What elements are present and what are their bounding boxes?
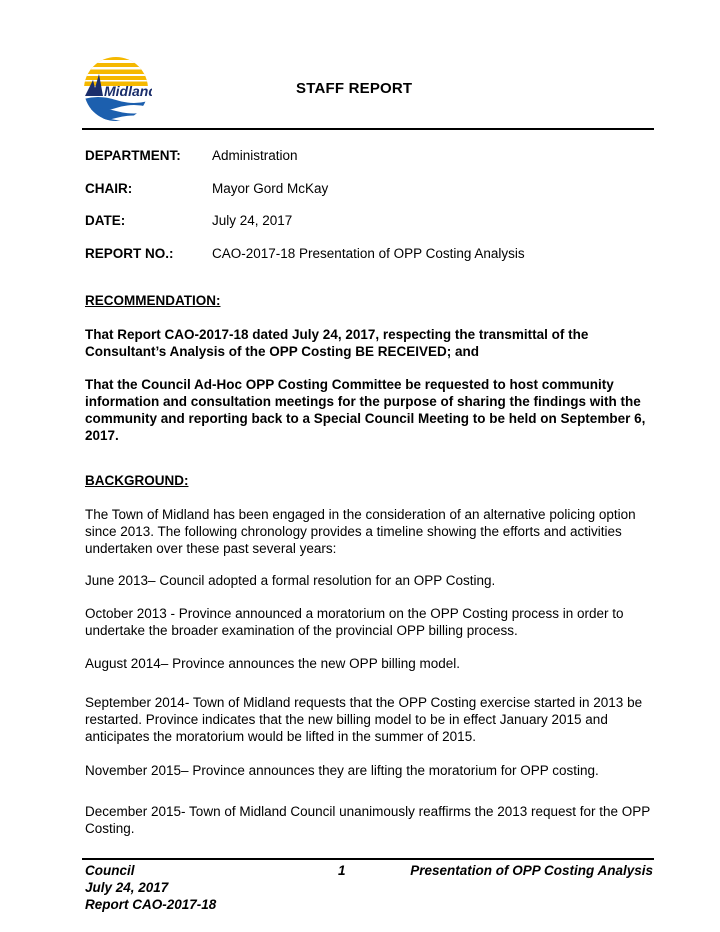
footer-report-no: Report CAO-2017-18 — [85, 897, 217, 912]
chronology-item: September 2014- Town of Midland requests that the OPP Costing exercise started in 2013 be restarted. Province indicates that the new billing model to be in effect January 2015 and anticipates the moratorium would be lifted in the summer of 2015. — [85, 695, 643, 744]
midland-logo — [80, 56, 152, 124]
recommendation-paragraph: That the Council Ad-Hoc OPP Costing Committee be requested to host community information and consultation meetings for the purpose of sharing the findings with the community and reporting back to a Special Council Meeting to be held on September 6, 2017. — [85, 377, 646, 443]
footer-left — [85, 862, 216, 913]
footer-date: July 24, 2017 — [85, 880, 169, 895]
midland-logo-icon — [80, 56, 152, 124]
chronology-item: December 2015- Town of Midland Council unanimously reaffirms the 2013 request for the OPP Costing. — [85, 804, 651, 836]
page-number: 1 — [338, 863, 346, 878]
footer-title: Presentation of OPP Costing Analysis — [410, 863, 653, 878]
footer-divider — [82, 858, 654, 860]
meta-label: DEPARTMENT: — [85, 148, 181, 163]
background-heading: BACKGROUND: — [85, 473, 189, 488]
meta-value: July 24, 2017 — [212, 213, 293, 228]
background-paragraph: The Town of Midland has been engaged in the consideration of an alternative policing option since 2013. The following chronology provides a timeline showing the efforts and activities undertaken over these past several years: — [85, 507, 636, 556]
meta-label: CHAIR: — [85, 181, 133, 196]
chronology-item: June 2013– Council adopted a formal resolution for an OPP Costing. — [85, 573, 496, 588]
footer-council: Council — [85, 863, 135, 878]
header-divider — [82, 128, 654, 130]
meta-value: Mayor Gord McKay — [212, 181, 329, 196]
page-title: STAFF REPORT — [296, 80, 413, 97]
chronology-item: November 2015– Province announces they are lifting the moratorium for OPP costing. — [85, 763, 599, 778]
meta-label: REPORT NO.: — [85, 246, 174, 261]
recommendation-heading: RECOMMENDATION: — [85, 293, 221, 308]
meta-value: CAO-2017-18 Presentation of OPP Costing Analysis — [212, 246, 525, 261]
meta-value: Administration — [212, 148, 298, 163]
recommendation-paragraph: That Report CAO-2017-18 dated July 24, 2017, respecting the transmittal of the Consultant’s Analysis of the OPP Costing BE RECEIVED; and — [85, 327, 589, 359]
meta-label: DATE: — [85, 213, 126, 228]
chronology-item: August 2014– Province announces the new OPP billing model. — [85, 656, 460, 671]
logo-text: Midland — [104, 83, 152, 99]
chronology-item: October 2013 - Province announced a moratorium on the OPP Costing process in order to undertake the broader examination of the provincial OPP billing process. — [85, 606, 624, 638]
